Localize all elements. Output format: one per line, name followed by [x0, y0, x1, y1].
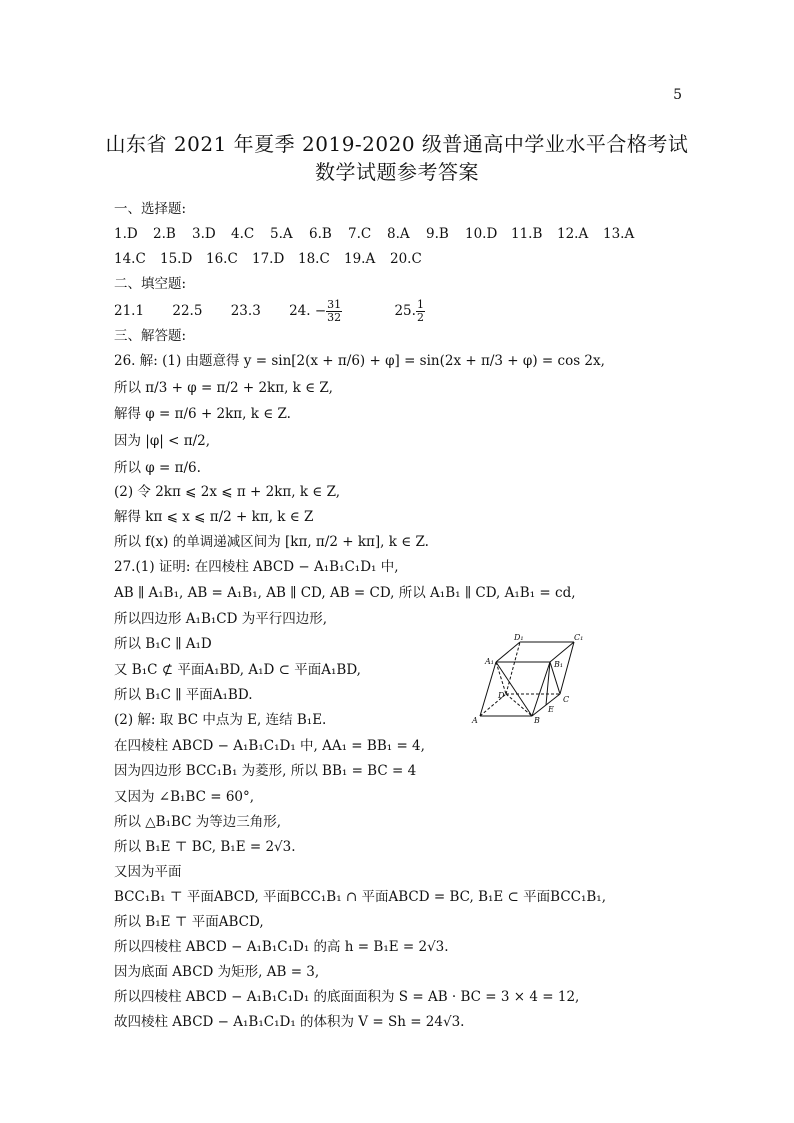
answer-item: 16.C: [206, 251, 238, 267]
answer-item: 17.D: [252, 251, 285, 267]
edge: [496, 662, 532, 716]
solution-line: 又因为 ∠B₁BC = 60°,: [114, 789, 255, 805]
label-B: B: [534, 716, 540, 725]
solution-line: 所以 f(x) 的单调递减区间为 [kπ, π/2 + kπ], k ∈ Z.: [114, 534, 429, 550]
answer-item: 8.A: [387, 226, 410, 242]
solution-line: 解得 kπ ⩽ x ⩽ π/2 + kπ, k ∈ Z: [114, 509, 314, 525]
solution-line: 所以四棱柱 ABCD − A₁B₁C₁D₁ 的底面面积为 S = AB · BC = 3 × 4 = 12,: [114, 989, 580, 1005]
answer-item: 13.A: [603, 226, 635, 242]
solution-line: 所以 φ = π/6.: [114, 460, 201, 476]
fill-item: 23.3: [230, 303, 261, 319]
solution-line: 所以 B₁E ⊤ BC, B₁E = 2√3.: [114, 839, 296, 855]
answers-row-2: [114, 250, 436, 268]
solution-line: (2) 令 2kπ ⩽ 2x ⩽ π + 2kπ, k ∈ Z,: [114, 484, 341, 500]
solution-line: AB ∥ A₁B₁, AB = A₁B₁, AB ∥ CD, AB = CD, 所以 A₁B₁ ∥ CD, A₁B₁ = cd,: [114, 585, 576, 601]
solution-line: 故四棱柱 ABCD − A₁B₁C₁D₁ 的体积为 V = Sh = 24√3.: [114, 1014, 465, 1030]
edge: [496, 662, 506, 694]
answer-item: 15.D: [160, 251, 193, 267]
prism-figure: [470, 632, 582, 724]
solution-line: 27.(1) 证明: 在四棱柱 ABCD − A₁B₁C₁D₁ 中,: [114, 559, 399, 575]
fill-answers: [114, 296, 473, 326]
edge: [480, 662, 496, 716]
solution-line: 因为四边形 BCC₁B₁ 为菱形, 所以 BB₁ = BC = 4: [114, 763, 417, 779]
section-heading-solve: 三、解答题:: [114, 328, 187, 344]
edge: [550, 642, 574, 662]
answer-item: 7.C: [348, 226, 372, 242]
edge: [506, 642, 520, 694]
solution-line: 因为底面 ABCD 为矩形, AB = 3,: [114, 964, 320, 980]
label-D: D: [498, 691, 505, 700]
fill-item: 21.1: [114, 303, 145, 319]
solution-line: 所以 B₁E ⊤ 平面ABCD,: [114, 914, 264, 930]
fill-item-24: 24. − $\frac{31}{32}$: [289, 296, 366, 326]
label-E: E: [548, 705, 554, 714]
page-number: 5: [673, 87, 682, 103]
solution-line: 又 B₁C ⊄ 平面A₁BD, A₁D ⊂ 平面A₁BD,: [114, 662, 361, 678]
answer-item: 6.B: [309, 226, 332, 242]
document-subtitle: 数学试题参考答案: [315, 160, 479, 184]
solution-line: 在四棱柱 ABCD − A₁B₁C₁D₁ 中, AA₁ = BB₁ = 4,: [114, 738, 425, 754]
label-A: A: [472, 716, 478, 725]
label-B1: B₁: [554, 660, 564, 669]
section-heading-choice: 一、选择题:: [114, 201, 187, 217]
answer-item: 5.A: [270, 226, 293, 242]
edge: [496, 642, 520, 662]
label-C: C: [563, 695, 570, 704]
solution-line: (2) 解: 取 BC 中点为 E, 连结 B₁E.: [114, 712, 327, 728]
label-C1: C₁: [574, 633, 584, 642]
answer-item: 1.D: [114, 226, 138, 242]
solution-line: 所以 △B₁BC 为等边三角形,: [114, 814, 282, 830]
label-D1: D₁: [514, 633, 524, 642]
document-title: 山东省 2021 年夏季 2019-2020 级普通高中学业水平合格考试: [105, 132, 689, 156]
answer-item: 20.C: [390, 251, 422, 267]
answer-item: 4.C: [231, 226, 255, 242]
solution-line: 所以 B₁C ∥ A₁D: [114, 636, 212, 652]
solution-line: 所以四边形 A₁B₁CD 为平行四边形,: [114, 611, 328, 627]
label-A1: A₁: [485, 657, 494, 666]
solution-line: 又因为平面: [114, 864, 182, 880]
solution-line: 解得 φ = π/6 + 2kπ, k ∈ Z.: [114, 406, 291, 422]
section-heading-fill: 二、填空题:: [114, 276, 187, 292]
answer-item: 10.D: [465, 226, 498, 242]
fill-item: 22.5: [172, 303, 203, 319]
answer-item: 14.C: [114, 251, 146, 267]
solution-line: 所以 π/3 + φ = π/2 + 2kπ, k ∈ Z,: [114, 380, 333, 396]
answer-item: 2.B: [153, 226, 176, 242]
answer-item: 11.B: [511, 226, 543, 242]
solution-line: 因为 |φ| < π/2,: [114, 433, 211, 449]
answers-row-1: [114, 225, 649, 243]
solution-line: BCC₁B₁ ⊤ 平面ABCD, 平面BCC₁B₁ ∩ 平面ABCD = BC, B₁E ⊂ 平面BCC₁B₁,: [114, 889, 607, 905]
answer-item: 9.B: [426, 226, 449, 242]
answer-item: 12.A: [557, 226, 589, 242]
solution-line: 所以四棱柱 ABCD − A₁B₁C₁D₁ 的高 h = B₁E = 2√3.: [114, 939, 449, 955]
fraction: $\frac{31}{32}$: [327, 298, 342, 324]
answer-item: 19.A: [344, 251, 376, 267]
fraction: $\frac{1}{2}$: [416, 298, 424, 324]
answer-item: 18.C: [298, 251, 330, 267]
solution-line: 26. 解: (1) 由题意得 y = sin[2(x + π/6) + φ] = sin(2x + π/3 + φ) = cos 2x,: [114, 353, 605, 369]
answer-item: 3.D: [192, 226, 216, 242]
solution-line: 所以 B₁C ∥ 平面A₁BD.: [114, 687, 253, 703]
fill-item-25: 25. $\frac{1}{2}$: [394, 296, 448, 326]
